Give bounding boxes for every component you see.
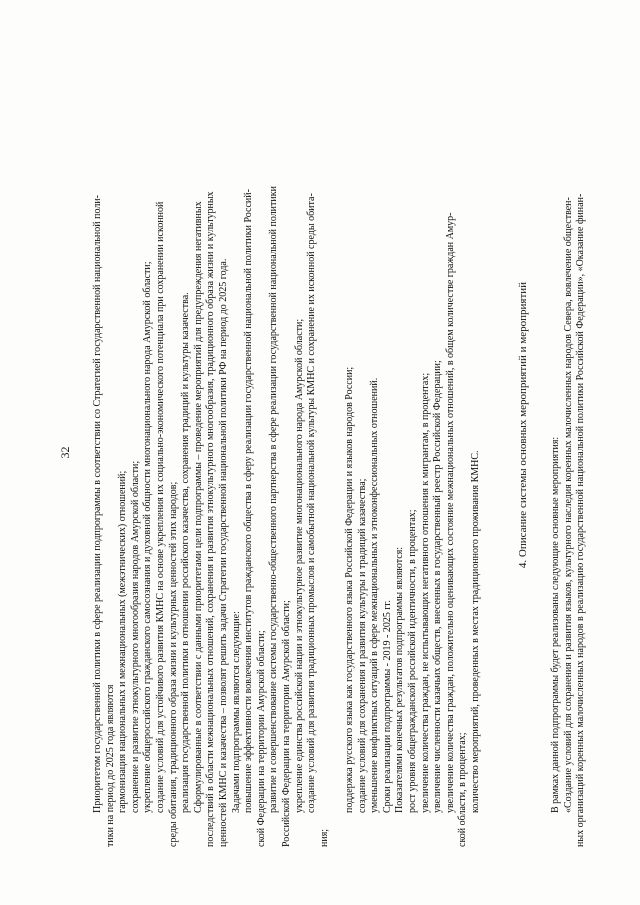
results-section: [344, 47, 483, 847]
text-line: развитие и совершенствование системы государственно-общественного партнерства в сфере реализации государственной национальной политики: [268, 186, 280, 813]
text-line: ценностей КМНС и казачества – позволят решить задачи Стратегии государственной национальной политики РФ на период до 2025 года.: [217, 258, 229, 847]
text-line: создание условий для развития традиционных промыслов и самобытной национальной культуры КМНС и сохранение их исконной среды обита-: [306, 193, 318, 813]
text-line: Российской Федерации на территории Амурской области;: [280, 600, 292, 847]
text-line: количество мероприятий, проведенных в местах традиционного проживания КМНС.: [469, 450, 481, 813]
text-line: увеличение количества граждан, положительно оценивающих состояние межнациональных отношений, в общем количестве граждан Амур-: [444, 212, 456, 813]
text-line: Показателями конечных результатов подпрограммы являются:: [394, 546, 406, 813]
priorities-section: [92, 47, 331, 847]
text-line: Сроки реализации подпрограммы - 2019 - 2025 гг.: [381, 600, 393, 813]
text-line: последствий в области межнациональных отношений, сохранения и развития этнокультурного многообразия, традиционного образа жизни и культурных: [205, 191, 217, 847]
text-line: гармонизация национальных и межнациональных (межэтнических) отношений;: [117, 470, 129, 813]
section-4-title: 4. Описание системы основных мероприятий и мероприятий: [517, 281, 529, 569]
text-line: создание условий для сохранения и развития культуры и традиций казачества;: [356, 478, 368, 813]
text-line: ных организаций коренных малочисленных народов в реализацию государственной национальной политики Российской Федерации», «Оказание финан-: [575, 193, 587, 847]
text-line: среды обитания, традиционного образа жизни и культурных ценностей этих народов;: [167, 481, 179, 847]
text-line: увеличение численности казачьих обществ, внесенных в государственный реестр Российской Федерации;: [432, 360, 444, 813]
section-4-body: [550, 47, 588, 847]
text-line: Приоритетом государственной политики в сфере реализации подпрограммы в соответствии со Стратегией государственной национальной поли-: [92, 194, 103, 813]
text-line: реализация государственной политики в отношении российского казачества, сохранения традиций и культуры казачества.: [180, 292, 192, 813]
text-line: ской Федерации на территории Амурской области;: [255, 630, 267, 847]
text-line: ской области, в процентах;: [457, 732, 469, 847]
text-line: повышение эффективности вовлечения институтов гражданского общества в сферу реализации государственной национальной политики Россий-: [243, 189, 255, 813]
text-line: создание условий для устойчивого развития КМНС на основе укрепления их социально-экономического потенциала при сохранении исконной: [154, 201, 166, 813]
text-line: укрепление единства российской нации и этнокультурное развитие многонационального народа Амурской области;: [293, 318, 305, 813]
text-line: В рамках данной подпрограммы будет реализованы следующие основные мероприятия:: [550, 436, 561, 813]
text-line: Задачами подпрограммы являются следующие:: [230, 611, 242, 813]
text-line: Сформулированные в соответствии с данными приоритетами цели подпрограммы – проведение мероприятий для предупреждения негативных: [192, 201, 204, 813]
page-number: 32: [58, 446, 72, 459]
text-line: укрепление общероссийского гражданского самосознания и духовной общности многонационального народа Амурской области;: [142, 261, 154, 813]
text-line: уменьшение конфликтных ситуаций в сфере межнациональных и этноконфессиональных отношений.: [369, 377, 381, 813]
text-line: «Создание условий для сохранения и развития языков, культурного наследия коренных малочисленных народов Севера, вовлечение обществен-: [562, 197, 574, 813]
text-line: рост уровня общегражданской российской идентичности, в процентах;: [406, 509, 418, 813]
text-line: сохранение и развитие этнокультурного многообразия народов Амурской области;: [129, 460, 141, 813]
text-line: ния;: [318, 828, 330, 847]
text-line: увеличение количества граждан, не испытывающих негативного отношения к мигрантам, в процентах;: [419, 372, 431, 813]
text-line: тики на период до 2025 года являются: [104, 684, 116, 847]
text-line: поддержка русского языка как государственного языка Российской Федерации и языков народов России;: [344, 366, 355, 813]
